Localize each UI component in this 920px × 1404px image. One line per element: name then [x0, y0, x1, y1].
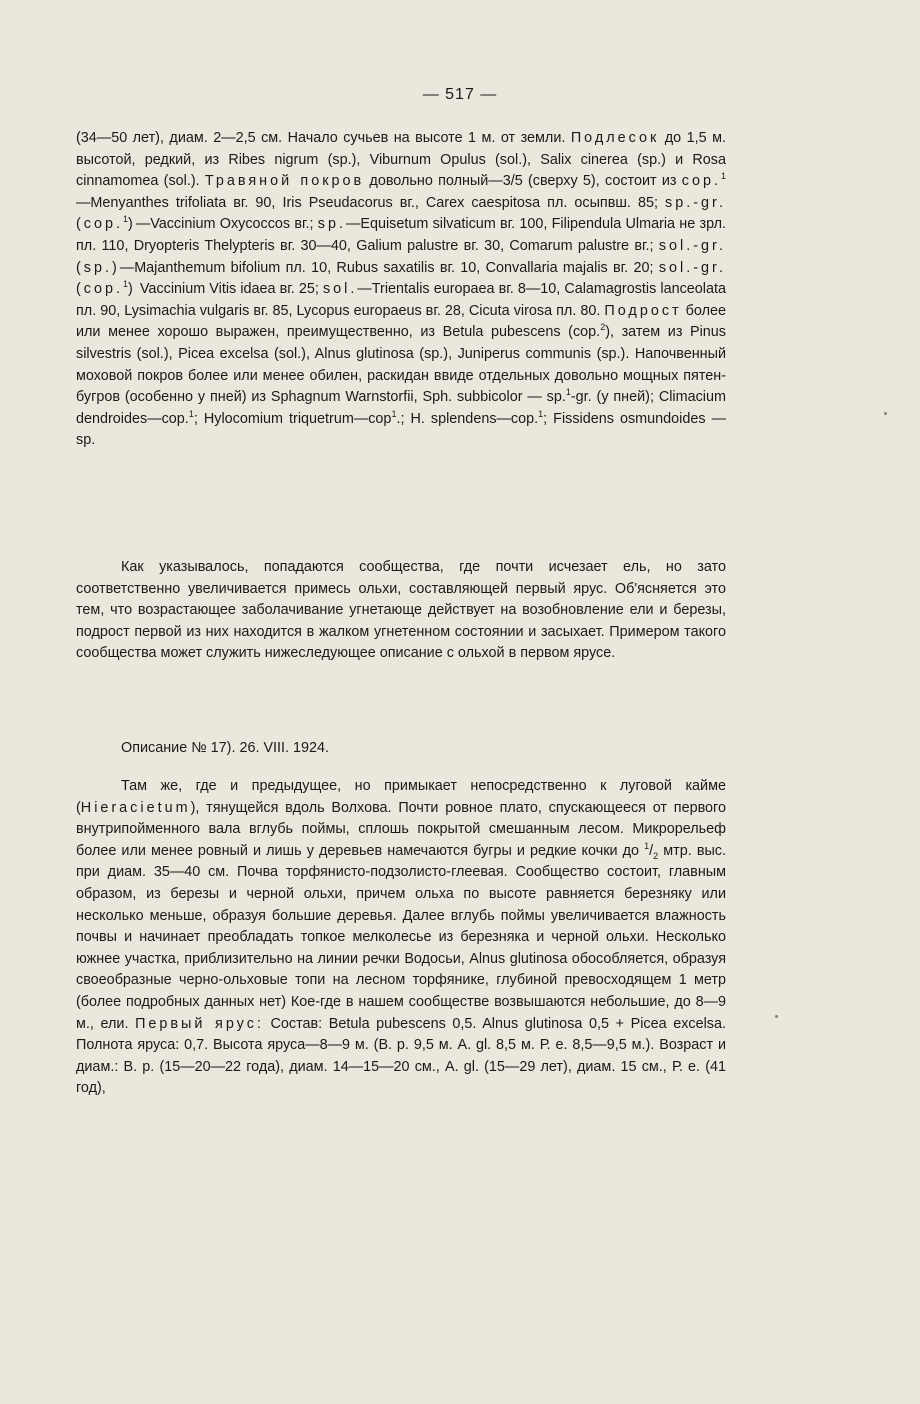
spaced-term: Подлесок — [570, 130, 660, 146]
spaced-term: sol. — [322, 281, 358, 298]
paragraph-alder-communities: Как указывалось, попадаются сообщества, где почти исчезает ель, но зато соответственно увеличивается примесь ольхи, составляющей первый ярус. Об'ясняется это тем, что возрастающее заболачивание угнетающе действует на возобновление ели и березы, подрост первой из них находится в жалком угнетенном состоянии и засыхает. Примером такого сообщества может служить нижеследующее описание с ольхой в первом ярусе. — [76, 559, 726, 662]
spaced-term: ) — [128, 281, 136, 298]
superscript: 1 — [565, 387, 571, 398]
spaced-term: sol.-gr. (sp.) — [76, 237, 726, 276]
paragraph-description-17: Там же, где и предыдущее, но примыкает непосредственно к луговой кайме (Hieracietum), тянущейся вдоль Волхова. Почти ровное плато, спускающееся от первого внутрипойменного вала вглубь поймы, сплошь покрытой смешанным лесом. Микрорельеф более или менее ровный и лишь у деревьев намечаются бугры и редкие кочки до $^1/_2$ мтр. выс. при диам. 35—40 см. Почва торфянисто-подзолисто-глеевая. Сообщество состоит, главным образом, из березы и черной ольхи, причем ольха по высоте равняется березняку или несколько меньше, образуя большие деревья. Далее вглубь поймы увеличивается влажность почвы и начинает преобладать топкое мелколесье из березняка и черной ольхи. Несколько южнее участка, приблизительно на линии речки Водосьи, Alnus glutinosa обособляется, образуя своеобразные черно-ольховые топи на лесном торфянике, глубиной превосходящем 1 метр (более подробных данных нет) Кое-где в нашем сообществе возвышаются небольшие, до 8—9 м., ели. Первый ярус: Состав: Betula pubescens 0,5. Alnus glutinosa 0,5 + Picea excelsa. Полнота яруса: 0,7. Высота яруса—8—9 м. (В. р. 9,5 м. А. gl. 8,5 м. Р. е. 8,5—9,5 м.). Возраст и диам.: В. р. (15—20—22 года), диам. 14—15—20 см., А. gl. (15—29 лет), диам. 15 см., Р. е. (41 год), — [76, 778, 727, 1097]
superscript: 1 — [720, 171, 726, 182]
subscript: 2 — [653, 850, 659, 861]
paragraph-continuation: (34—50 лет), диам. 2—2,5 см. Начало сучьев на высоте 1 м. от земли. Подлесок до 1,5 м. высотой, редкий, из Ribes nigrum (sp.), Viburnum Opulus (sol.), Salix cinerea (sp.) и Rosa cinnamomea (sol.). Травяной покров довольно полный—3/5 (сверху 5), состоит из cop.$^1$—Menyanthes trifoliata вг. 90, Iris Pseudacorus вг., Carex caespitosa пл. осыпвш. 85; sp.-gr. (cop.$^1$)—Vaccinium Oxycoccos вг.; sp.—Equisetum silvaticum вг. 100, Filipendula Ulmaria не зрл. пл. 110, Dryopteris Thelypteris вг. 30—40, Galium palustre вг. 30, Comarum palustre вг.; sol.-gr. (sp.)—Majanthemum bifolium пл. 10, Rubus saxatilis вг. 10, Convallaria majalis вг. 20; sol.-gr. (cop.$^1$) Vaccinium Vitis idaea вг. 25; sol.—Trientalis europaea вг. 8—10, Calamagrostis lanceolata пл. 90, Lysimachia vulgaris вг. 85, Lycopus europaeus вг. 28, Cicuta virosa пл. 80. Подрост более или менее хорошо выражен, преимущественно, из Betula pubescens (cop.$^2$), затем из Pinus silvestris (sol.), Picea excelsa (sol.), Alnus glutinosa (sp.), Juniperus communis (sp.). Напочвенный моховой покров более или менее обилен, раскидан ввиде отдельных довольно мощных пятен-бугров (особенно у пней) из Sphagnum Warnstorfii, Sph. subbicolor — sp.$^1$-gr. (у пней); Climacium dendroides—cop.$^1$; Hylocomium triquetrum—cop$^1$.; H. splendens—cop.$^1$; Fissidens osmundoides — sp. — [76, 130, 727, 449]
superscript: 1 — [644, 840, 650, 851]
spaced-term: sol.-gr. (cop. — [76, 259, 726, 298]
spaced-term: sp.-gr. (cop. — [76, 194, 726, 233]
superscript: 1 — [188, 408, 194, 419]
spaced-term: Подрост — [604, 302, 682, 319]
spaced-term: Травяной покров — [204, 173, 365, 190]
spaced-term: Первый ярус: — [135, 1015, 264, 1032]
scan-speck — [884, 412, 887, 415]
superscript: 1 — [123, 214, 129, 225]
spaced-term: sp. — [317, 216, 346, 233]
spaced-term: Hieracietum — [80, 799, 191, 816]
description-heading: Описание № 17). 26. VIII. 1924. — [121, 740, 330, 756]
superscript: 2 — [600, 322, 606, 333]
superscript: 1 — [123, 279, 129, 290]
scan-speck — [775, 1015, 778, 1018]
superscript: 1 — [538, 408, 544, 419]
spaced-term: cop. — [681, 173, 721, 190]
spaced-term: ) — [128, 216, 136, 233]
page-number: — 517 — — [422, 86, 498, 103]
superscript: 1 — [391, 408, 397, 419]
